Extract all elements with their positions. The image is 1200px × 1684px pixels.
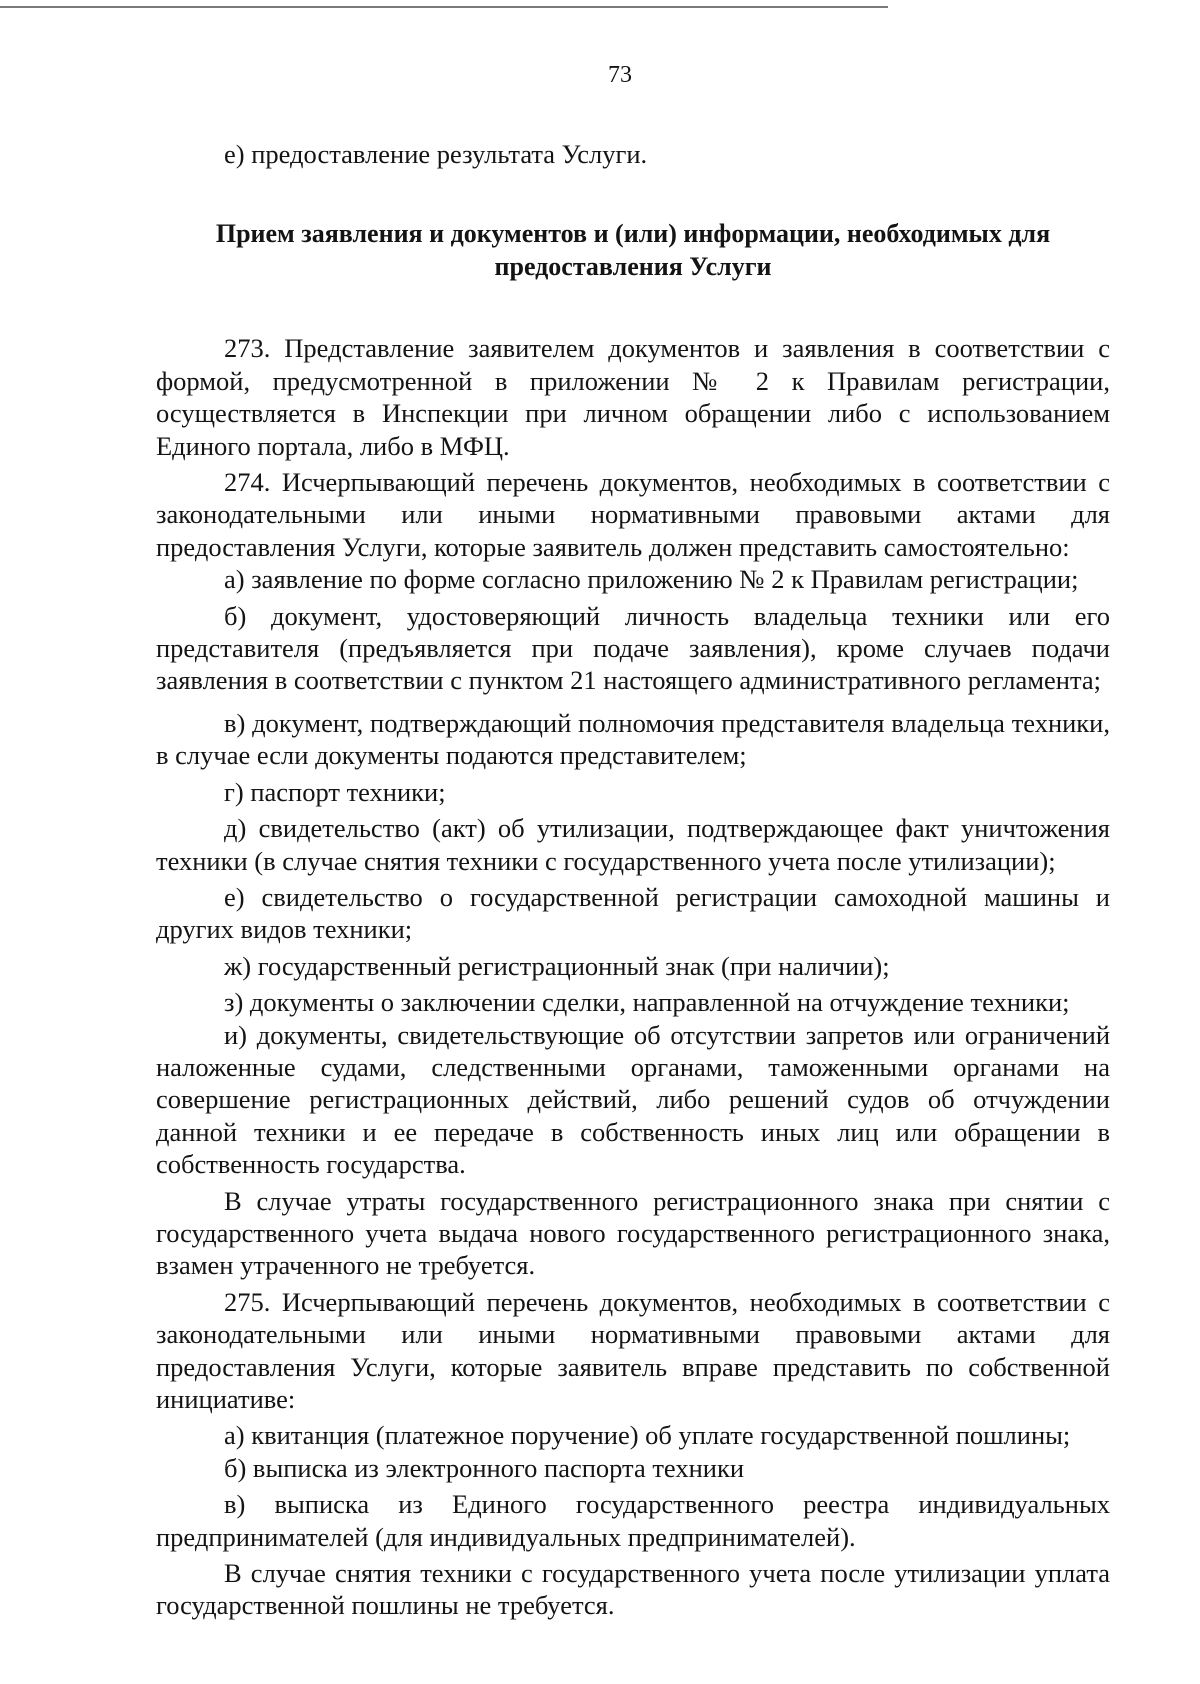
list-item-274-z: з) документы о заключении сделки, направленной на отчуждение техники; xyxy=(224,987,1070,1018)
list-item-275-v: в) выписка из Единого государственного реестра индивидуальных предпринимателей (для индивидуальных предпринимателей). xyxy=(156,1489,1110,1552)
list-item-274-b: б) документ, удостоверяющий личность владельца техники или его представителя (предъявляется при подаче заявления), кроме случаев подачи заявления в соответствии с пунктом 21 настоящего административного регламента; xyxy=(156,600,1110,696)
top-rule xyxy=(0,6,888,8)
list-item-274-d: д) свидетельство (акт) об утилизации, подтверждающее факт уничтожения техники (в случае снятия техники с государственного учета после утилизации); xyxy=(156,813,1110,876)
document-body xyxy=(156,138,1110,1622)
list-item-274-v: в) документ, подтверждающий полномочия представителя владельца техники, в случае если документы подаются представителем; xyxy=(156,707,1110,771)
page-number: 73 xyxy=(608,62,632,88)
intro-item: е) предоставление результата Услуги. xyxy=(224,139,648,169)
section-heading xyxy=(156,217,1110,283)
paragraph-275: 275. Исчерпывающий перечень документов, необходимых в соответствии с законодательными или иными нормативными правовыми актами для предоставления Услуги, которые заявитель вправе представить по собственной инициативе: xyxy=(156,1286,1110,1414)
list-item-274-g: г) паспорт техники; xyxy=(224,776,446,807)
list-item-274-e: е) свидетельство о государственной регистрации самоходной машины и других видов техники; xyxy=(156,881,1110,945)
section-heading-line-2: предоставления Услуги xyxy=(494,252,772,282)
paragraph-lost-plate-note: В случае утраты государственного регистрационного знака при снятии с государственного учета выдача нового государственного регистрационного знака, взамен утраченного не требуется. xyxy=(156,1185,1110,1281)
section-heading-line-1: Прием заявления и документов и (или) информации, необходимых для xyxy=(215,219,1051,249)
list-item-275-a: а) квитанция (платежное поручение) об уплате государственной пошлины; xyxy=(224,1420,1071,1451)
paragraph-273: 273. Представление заявителем документов и заявления в соответствии с формой, предусмотренной в приложении № 2 к Правилам регистрации, осуществляется в Инспекции при личном обращении либо с использованием Единого портала, либо в МФЦ. xyxy=(156,333,1110,461)
list-item-274-a: а) заявление по форме согласно приложению № 2 к Правилам регистрации; xyxy=(224,564,1079,595)
paragraph-274: 274. Исчерпывающий перечень документов, необходимых в соответствии с законодательными или иными нормативными правовыми актами для предоставления Услуги, которые заявитель должен представить самостоятельно: xyxy=(156,467,1110,562)
list-item-274-zh: ж) государственный регистрационный знак (при наличии); xyxy=(224,950,890,981)
paragraph-disposal-fee-note: В случае снятия техники с государственного учета после утилизации уплата государственной пошлины не требуется. xyxy=(156,1558,1110,1621)
list-item-274-i: и) документы, свидетельствующие об отсутствии запретов или ограничений наложенные судами, следственными органами, таможенными органами на совершение регистрационных действий, либо решений судов об отчуждении данной техники и ее передаче в собственность иных лиц или обращении в собственность государства. xyxy=(156,1019,1110,1180)
list-item-275-b: б) выписка из электронного паспорта техники xyxy=(224,1452,745,1483)
